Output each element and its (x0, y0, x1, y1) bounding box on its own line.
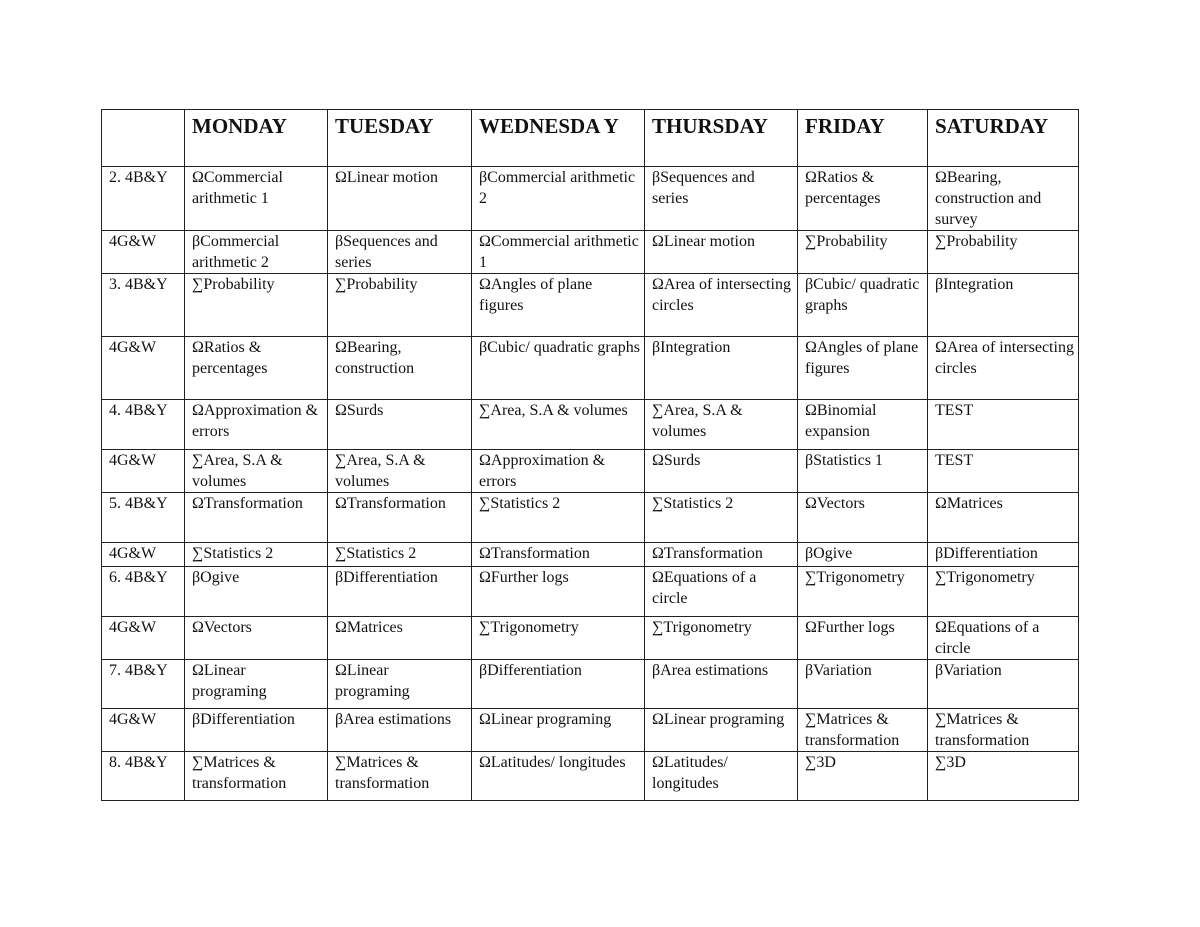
table-row (102, 167, 1079, 231)
table-cell: ΩBearing, construction (328, 337, 472, 400)
table-cell: βCommercial arithmetic 2 (472, 167, 645, 231)
table-cell: ΩArea of intersecting circles (928, 337, 1079, 400)
table-cell: ∑Area, S.A & volumes (185, 450, 328, 493)
table-cell: ΩTransformation (185, 493, 328, 543)
table-cell: ∑Trigonometry (798, 567, 928, 617)
table-cell: βArea estimations (328, 709, 472, 752)
row-label: 4G&W (102, 231, 185, 274)
header-cell: SATURDAY (928, 110, 1079, 167)
table-cell: ∑Matrices & transformation (798, 709, 928, 752)
table-cell: ΩTransformation (645, 543, 798, 567)
table-row (102, 231, 1079, 274)
row-label: 2. 4B&Y (102, 167, 185, 231)
table-cell: ∑Trigonometry (645, 617, 798, 660)
table-cell: ∑Matrices & transformation (928, 709, 1079, 752)
table-cell: βDifferentiation (328, 567, 472, 617)
table-row (102, 660, 1079, 709)
table-cell: βStatistics 1 (798, 450, 928, 493)
table-cell: ∑Area, S.A & volumes (328, 450, 472, 493)
header-cell: WEDNESDA Y (472, 110, 645, 167)
table-cell: ΩTransformation (328, 493, 472, 543)
table-row (102, 493, 1079, 543)
table-cell: ΩRatios & percentages (798, 167, 928, 231)
table-row (102, 337, 1079, 400)
table-cell: βVariation (928, 660, 1079, 709)
table-cell: ΩRatios & percentages (185, 337, 328, 400)
table-cell: βCubic/ quadratic graphs (798, 274, 928, 337)
table-cell: ∑Probability (185, 274, 328, 337)
table-cell: ΩMatrices (928, 493, 1079, 543)
table-cell: ΩMatrices (328, 617, 472, 660)
table-cell: βVariation (798, 660, 928, 709)
row-label: 4G&W (102, 450, 185, 493)
table-cell: ΩEquations of a circle (645, 567, 798, 617)
table-cell: ΩAngles of plane figures (798, 337, 928, 400)
table-cell: βOgive (185, 567, 328, 617)
table-cell: ∑3D (798, 752, 928, 801)
table-cell: ∑Area, S.A & volumes (645, 400, 798, 450)
table-cell: ΩEquations of a circle (928, 617, 1079, 660)
table-cell: TEST (928, 400, 1079, 450)
table-row (102, 400, 1079, 450)
table-cell: ∑Probability (328, 274, 472, 337)
table-cell: ΩApproximation & errors (185, 400, 328, 450)
table-cell: ∑Matrices & transformation (328, 752, 472, 801)
table-cell: ΩLinear programing (185, 660, 328, 709)
table-row (102, 450, 1079, 493)
table-row (102, 543, 1079, 567)
table-cell: ΩBearing, construction and survey (928, 167, 1079, 231)
header-cell: TUESDAY (328, 110, 472, 167)
table-cell: ∑Statistics 2 (328, 543, 472, 567)
table-cell: βDifferentiation (472, 660, 645, 709)
table-row (102, 274, 1079, 337)
table-cell: βDifferentiation (185, 709, 328, 752)
header-cell: THURSDAY (645, 110, 798, 167)
table-cell: βSequences and series (328, 231, 472, 274)
table-cell: ΩCommercial arithmetic 1 (185, 167, 328, 231)
table-cell: βArea estimations (645, 660, 798, 709)
table-row (102, 617, 1079, 660)
table-cell: ∑Trigonometry (928, 567, 1079, 617)
row-label: 4G&W (102, 337, 185, 400)
header-cell: FRIDAY (798, 110, 928, 167)
row-label: 8. 4B&Y (102, 752, 185, 801)
table-cell: ∑Matrices & transformation (185, 752, 328, 801)
table-cell: ΩLinear motion (645, 231, 798, 274)
table-cell: ΩCommercial arithmetic 1 (472, 231, 645, 274)
table-cell: ∑Statistics 2 (645, 493, 798, 543)
table-cell: ∑Area, S.A & volumes (472, 400, 645, 450)
header-row (102, 110, 1079, 167)
table-row (102, 567, 1079, 617)
table-cell: βCubic/ quadratic graphs (472, 337, 645, 400)
table-cell: ΩSurds (645, 450, 798, 493)
table-cell: ΩTransformation (472, 543, 645, 567)
table-cell: ∑Statistics 2 (185, 543, 328, 567)
table-cell: βOgive (798, 543, 928, 567)
table-cell: ∑Probability (798, 231, 928, 274)
table-cell: ∑3D (928, 752, 1079, 801)
row-label: 4. 4B&Y (102, 400, 185, 450)
table-cell: ΩLinear motion (328, 167, 472, 231)
table-cell: ΩLinear programing (328, 660, 472, 709)
table-cell: βDifferentiation (928, 543, 1079, 567)
row-label: 5. 4B&Y (102, 493, 185, 543)
table-cell: ΩVectors (185, 617, 328, 660)
table-cell: ΩFurther logs (798, 617, 928, 660)
table-cell: βSequences and series (645, 167, 798, 231)
table-cell: TEST (928, 450, 1079, 493)
table-cell: ΩFurther logs (472, 567, 645, 617)
table-cell: ΩVectors (798, 493, 928, 543)
table-cell: ΩLinear programing (645, 709, 798, 752)
header-cell (102, 110, 185, 167)
table-cell: ΩLatitudes/ longitudes (645, 752, 798, 801)
row-label: 6. 4B&Y (102, 567, 185, 617)
table-cell: ∑Probability (928, 231, 1079, 274)
table-row (102, 752, 1079, 801)
row-label: 4G&W (102, 617, 185, 660)
row-label: 7. 4B&Y (102, 660, 185, 709)
table-cell: ΩArea of intersecting circles (645, 274, 798, 337)
table-row (102, 709, 1079, 752)
table-cell: βCommercial arithmetic 2 (185, 231, 328, 274)
table-cell: ΩLinear programing (472, 709, 645, 752)
row-label: 3. 4B&Y (102, 274, 185, 337)
table-cell: ΩLatitudes/ longitudes (472, 752, 645, 801)
header-cell: MONDAY (185, 110, 328, 167)
table-cell: ∑Statistics 2 (472, 493, 645, 543)
table-cell: ΩBinomial expansion (798, 400, 928, 450)
row-label: 4G&W (102, 709, 185, 752)
row-label: 4G&W (102, 543, 185, 567)
table-cell: βIntegration (645, 337, 798, 400)
timetable (101, 109, 1079, 801)
table-cell: ΩApproximation & errors (472, 450, 645, 493)
table-cell: βIntegration (928, 274, 1079, 337)
table-cell: ΩSurds (328, 400, 472, 450)
table-cell: ΩAngles of plane figures (472, 274, 645, 337)
table-cell: ∑Trigonometry (472, 617, 645, 660)
